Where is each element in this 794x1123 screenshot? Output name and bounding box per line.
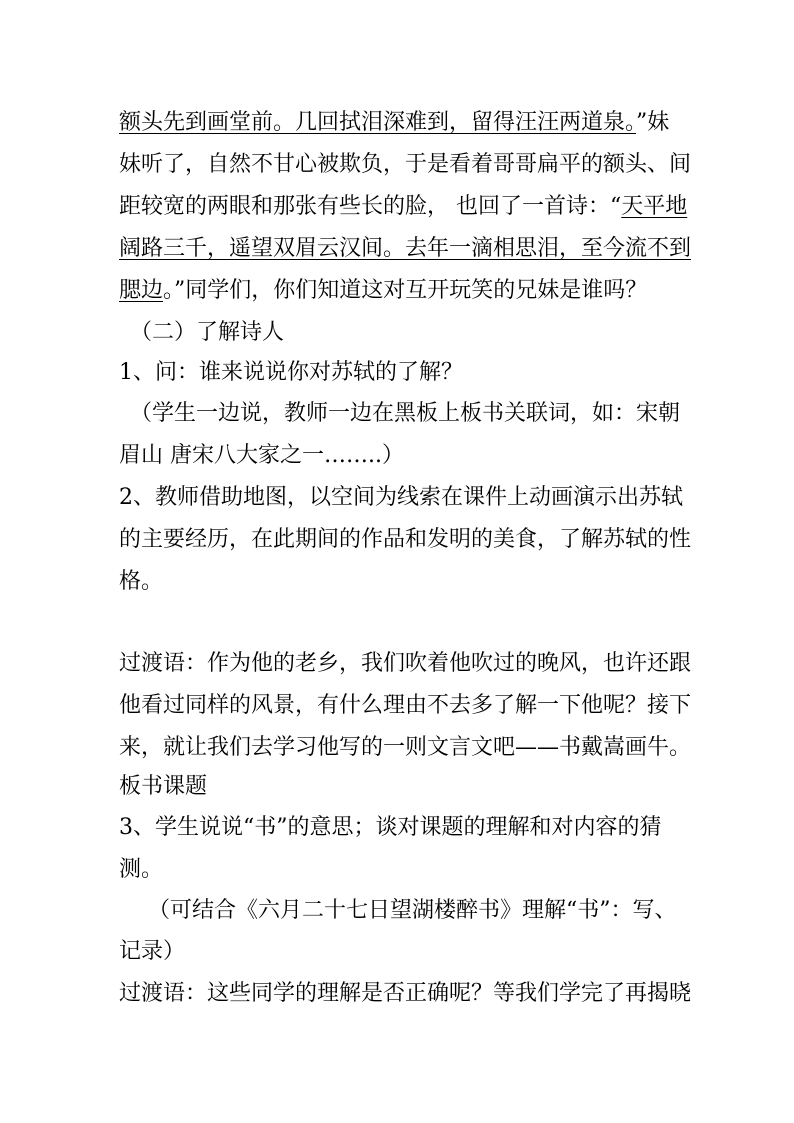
text-segment: 来，就让我们去学习他写的一则文言文吧——书戴嵩画牛。 bbox=[119, 735, 692, 760]
text-segment: 过渡语：这些同学的理解是否正确呢？等我们学完了再揭晓 bbox=[119, 981, 692, 1006]
text-line bbox=[119, 192, 687, 222]
text-line bbox=[119, 441, 404, 471]
text-line bbox=[119, 108, 669, 138]
text-line bbox=[130, 399, 680, 429]
text-line bbox=[119, 733, 691, 763]
text-line bbox=[119, 525, 691, 555]
text-segment: （二）了解诗人 bbox=[130, 320, 285, 345]
text-segment: （学生一边说，教师一边在黑板上板书关联词，如：宋朝 bbox=[130, 401, 681, 426]
text-segment: 板书课题 bbox=[119, 774, 208, 799]
text-segment: 眉山 唐宋八大家之一……..） bbox=[119, 443, 404, 468]
text-segment: 2、教师借助地图，以空间为线索在课件上动画演示出苏轼 bbox=[119, 485, 683, 510]
underlined-text: 腮边 bbox=[119, 278, 164, 303]
text-line bbox=[119, 276, 647, 306]
text-line bbox=[119, 567, 163, 597]
underlined-text: 额头先到画堂前。几回拭泪深难到，留得汪汪两道泉。 bbox=[119, 110, 637, 135]
text-line bbox=[119, 813, 662, 843]
text-line bbox=[119, 691, 691, 721]
text-line bbox=[119, 649, 691, 679]
text-segment: 妹听了，自然不甘心被欺负，于是看着哥哥扁平的额头、间 bbox=[119, 152, 692, 177]
text-segment: ”妹 bbox=[636, 110, 670, 135]
text-segment: 测。 bbox=[119, 857, 164, 882]
text-line bbox=[119, 483, 683, 513]
text-segment: 距较宽的两眼和那张有些长的脸， 也回了一首诗：“ bbox=[119, 194, 622, 219]
text-line bbox=[130, 318, 284, 348]
text-segment: 。”同学们，你们知道这对互开玩笑的兄妹是谁吗？ bbox=[163, 278, 648, 303]
text-line bbox=[119, 234, 691, 264]
text-line bbox=[119, 979, 691, 1009]
text-segment: 3、学生说说“书”的意思；谈对课题的理解和对内容的猜 bbox=[119, 815, 662, 840]
underlined-text: 天平地 bbox=[621, 194, 688, 219]
text-segment: 记录） bbox=[119, 939, 186, 964]
text-line bbox=[148, 896, 677, 926]
text-segment: 他看过同样的风景，有什么理由不去多了解一下他呢？接下 bbox=[119, 693, 692, 718]
underlined-text: 阔路三千，遥望双眉云汉间。去年一滴相思泪，至今流不到 bbox=[119, 236, 692, 261]
text-segment: （可结合《六月二十七日望湖楼醉书》理解“书”：写、 bbox=[148, 898, 677, 923]
text-line bbox=[119, 937, 185, 967]
text-segment: 过渡语：作为他的老乡，我们吹着他吹过的晚风，也许还跟 bbox=[119, 651, 692, 676]
text-segment: 的主要经历，在此期间的作品和发明的美食，了解苏轼的性 bbox=[119, 527, 692, 552]
text-line bbox=[119, 772, 207, 802]
text-line bbox=[119, 150, 691, 180]
text-segment: 格。 bbox=[119, 569, 164, 594]
text-line bbox=[119, 358, 463, 388]
text-segment: 1、问：谁来说说你对苏轼的了解？ bbox=[119, 360, 463, 385]
text-line bbox=[119, 855, 163, 885]
